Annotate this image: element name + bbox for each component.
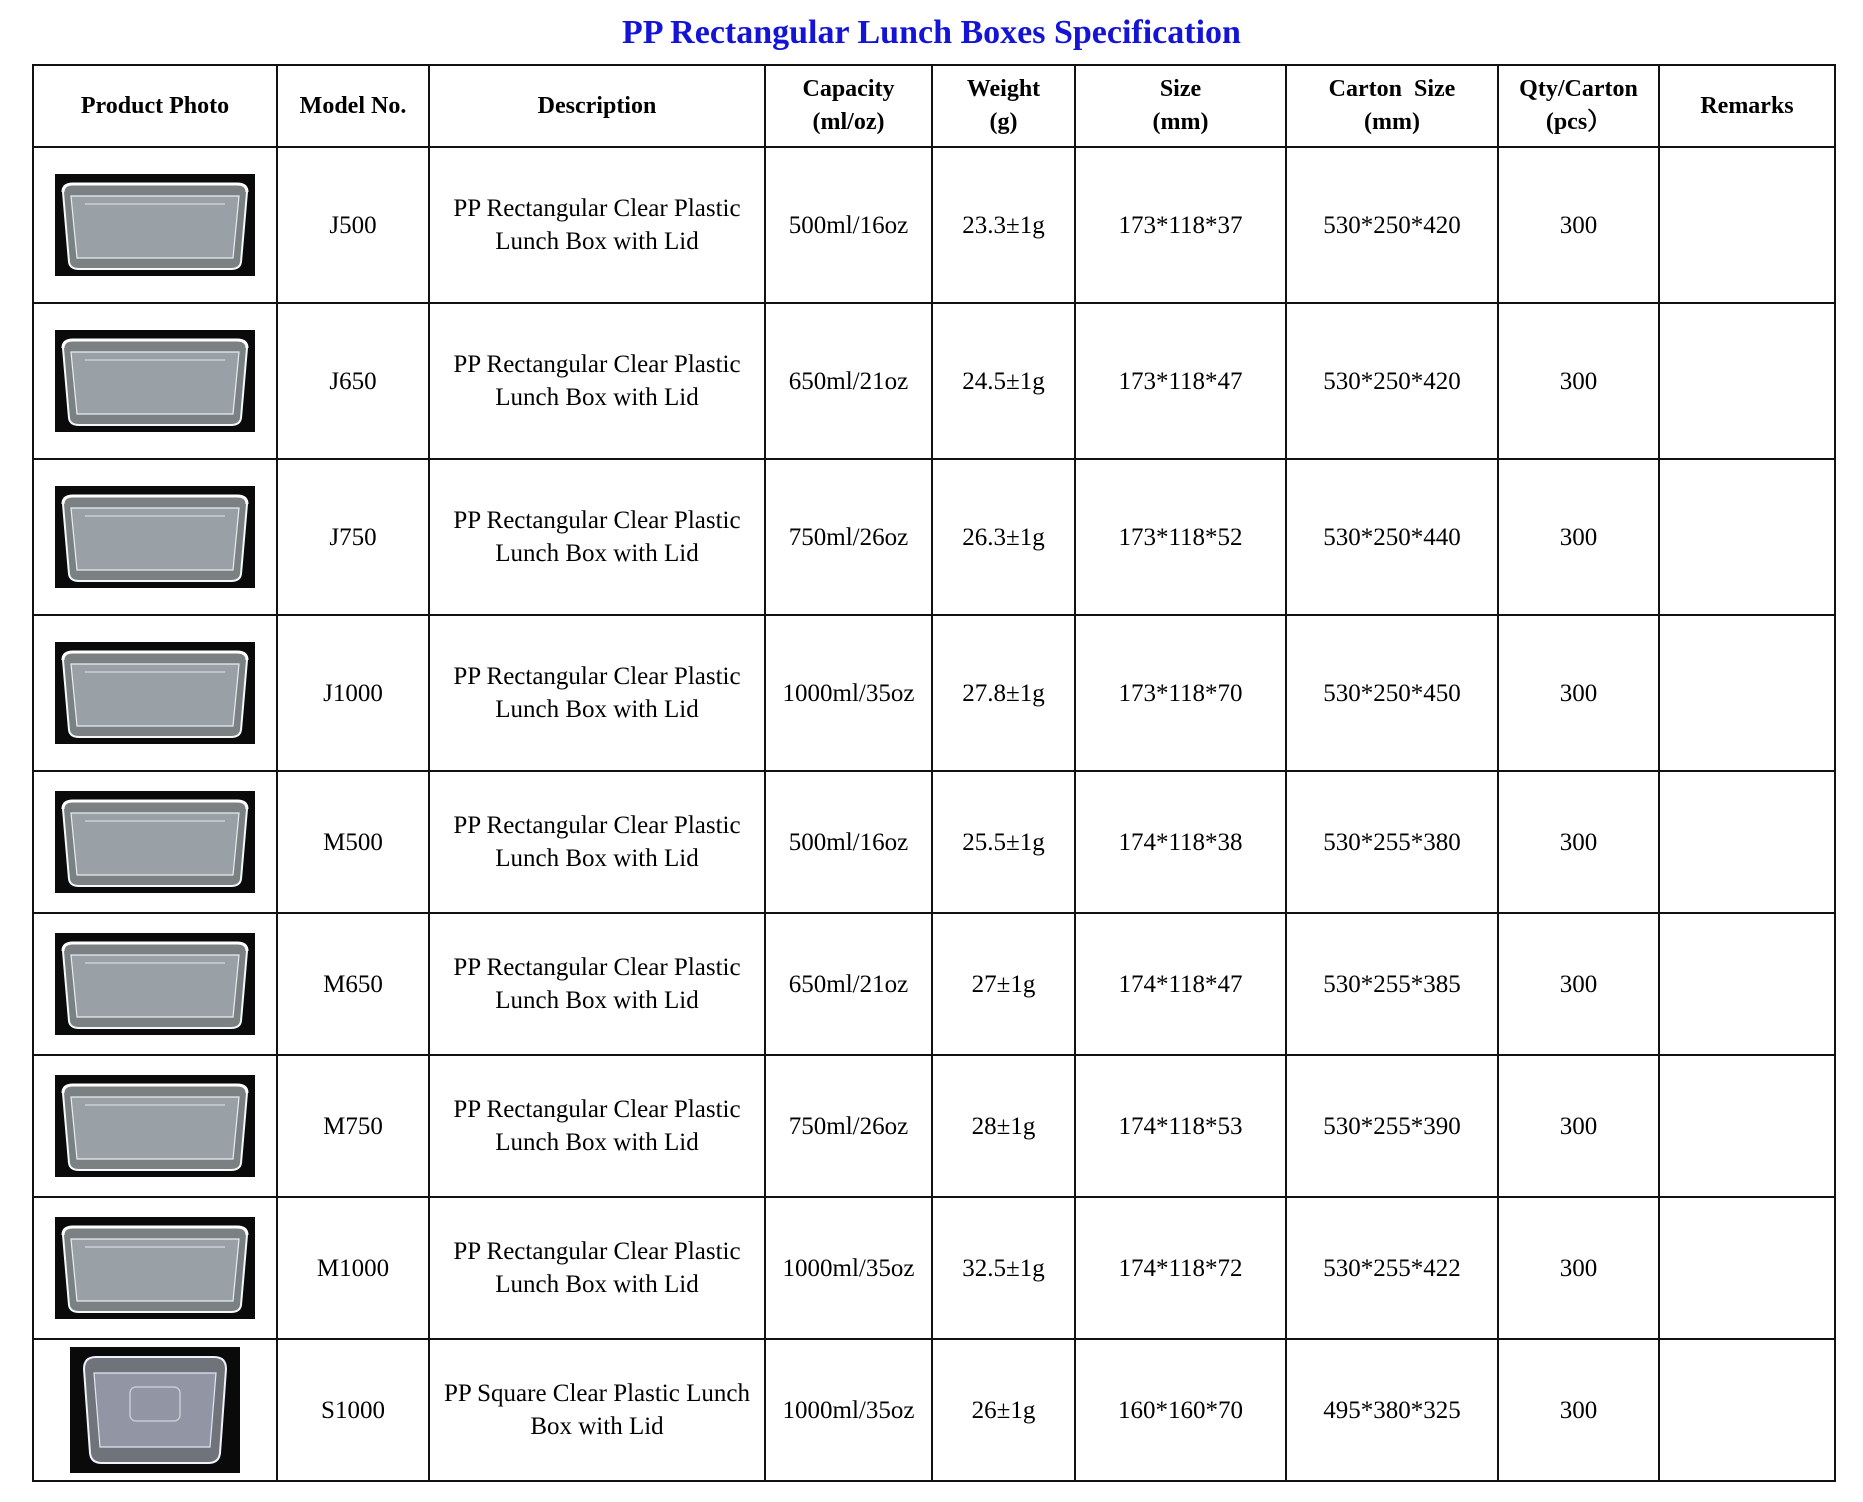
model-cell: M750 <box>277 1055 429 1197</box>
qty-cell: 300 <box>1498 771 1659 913</box>
qty-cell: 300 <box>1498 459 1659 615</box>
carton-size-cell: 530*255*385 <box>1286 913 1498 1055</box>
product-photo <box>55 933 255 1035</box>
size-cell: 174*118*72 <box>1075 1197 1286 1339</box>
size-cell: 173*118*70 <box>1075 615 1286 771</box>
carton-size-cell: 530*255*390 <box>1286 1055 1498 1197</box>
remarks-cell <box>1659 615 1835 771</box>
size-cell: 174*118*53 <box>1075 1055 1286 1197</box>
carton-size-cell: 530*255*422 <box>1286 1197 1498 1339</box>
header-carton-line1: Carton Size <box>1328 76 1456 102</box>
size-cell: 160*160*70 <box>1075 1339 1286 1481</box>
size-cell: 173*118*37 <box>1075 147 1286 303</box>
qty-cell: 300 <box>1498 1055 1659 1197</box>
header-capacity <box>765 65 932 147</box>
header-remarks: Remarks <box>1659 65 1835 147</box>
remarks-cell <box>1659 771 1835 913</box>
capacity-cell: 1000ml/35oz <box>765 1197 932 1339</box>
table-row <box>33 459 1835 615</box>
header-size <box>1075 65 1286 147</box>
carton-size-cell: 530*250*420 <box>1286 303 1498 459</box>
photo-cell <box>33 147 277 303</box>
header-carton-line2: (mm) <box>1364 109 1420 135</box>
carton-size-cell: 530*250*440 <box>1286 459 1498 615</box>
description-line2: Lunch Box with Lid <box>495 540 699 567</box>
remarks-cell <box>1659 1339 1835 1481</box>
specification-table <box>32 64 1836 1482</box>
header-size-line1: Size <box>1159 76 1202 102</box>
description-line2: Lunch Box with Lid <box>495 228 699 255</box>
description-line1: PP Rectangular Clear Plastic <box>453 954 741 981</box>
carton-size-cell: 495*380*325 <box>1286 1339 1498 1481</box>
capacity-cell: 650ml/21oz <box>765 303 932 459</box>
product-photo <box>55 174 255 276</box>
photo-cell <box>33 1055 277 1197</box>
capacity-cell: 650ml/21oz <box>765 913 932 1055</box>
weight-cell: 26.3±1g <box>932 459 1075 615</box>
description-line2: Lunch Box with Lid <box>495 845 699 872</box>
product-photo <box>55 791 255 893</box>
description-cell <box>429 1197 765 1339</box>
qty-cell: 300 <box>1498 615 1659 771</box>
lunch-box-image <box>55 791 255 893</box>
description-cell <box>429 615 765 771</box>
description-line1: PP Rectangular Clear Plastic <box>453 812 741 839</box>
size-cell: 174*118*47 <box>1075 913 1286 1055</box>
header-qty-line2: (pcs） <box>1545 109 1612 135</box>
lunch-box-image <box>55 1075 255 1177</box>
photo-cell <box>33 459 277 615</box>
description-cell <box>429 1055 765 1197</box>
remarks-cell <box>1659 913 1835 1055</box>
photo-cell <box>33 1197 277 1339</box>
description-line1: PP Rectangular Clear Plastic <box>453 507 741 534</box>
header-carton-size <box>1286 65 1498 147</box>
capacity-cell: 750ml/26oz <box>765 1055 932 1197</box>
weight-cell: 32.5±1g <box>932 1197 1075 1339</box>
lunch-box-image <box>70 1347 240 1473</box>
qty-cell: 300 <box>1498 147 1659 303</box>
description-line2: Lunch Box with Lid <box>495 696 699 723</box>
table-row <box>33 1339 1835 1481</box>
model-cell: S1000 <box>277 1339 429 1481</box>
description-cell <box>429 913 765 1055</box>
photo-cell <box>33 771 277 913</box>
photo-cell <box>33 1339 277 1481</box>
product-photo <box>55 486 255 588</box>
table-row <box>33 771 1835 913</box>
description-cell <box>429 459 765 615</box>
model-cell: M1000 <box>277 1197 429 1339</box>
lunch-box-image <box>55 330 255 432</box>
weight-cell: 24.5±1g <box>932 303 1075 459</box>
carton-size-cell: 530*250*450 <box>1286 615 1498 771</box>
qty-cell: 300 <box>1498 913 1659 1055</box>
page-title: PP Rectangular Lunch Boxes Specification <box>622 14 1241 51</box>
model-cell: J1000 <box>277 615 429 771</box>
header-size-line2: (mm) <box>1152 109 1209 135</box>
capacity-cell: 500ml/16oz <box>765 771 932 913</box>
table-row <box>33 1055 1835 1197</box>
capacity-cell: 1000ml/35oz <box>765 1339 932 1481</box>
product-photo <box>55 330 255 432</box>
model-cell: J650 <box>277 303 429 459</box>
product-photo <box>55 642 255 744</box>
weight-cell: 28±1g <box>932 1055 1075 1197</box>
table-row <box>33 1197 1835 1339</box>
remarks-cell <box>1659 1055 1835 1197</box>
description-line1: PP Rectangular Clear Plastic <box>453 1238 741 1265</box>
lunch-box-image <box>55 933 255 1035</box>
model-cell: J750 <box>277 459 429 615</box>
description-cell <box>429 771 765 913</box>
description-line2: Lunch Box with Lid <box>495 1129 699 1156</box>
photo-cell <box>33 303 277 459</box>
header-weight-line1: Weight <box>966 76 1041 102</box>
carton-size-cell: 530*250*420 <box>1286 147 1498 303</box>
remarks-cell <box>1659 459 1835 615</box>
table-row <box>33 303 1835 459</box>
header-weight-line2: (g) <box>989 109 1018 135</box>
model-cell: M500 <box>277 771 429 913</box>
weight-cell: 26±1g <box>932 1339 1075 1481</box>
table-row <box>33 913 1835 1055</box>
description-line1: PP Rectangular Clear Plastic <box>453 663 741 690</box>
header-model: Model No. <box>277 65 429 147</box>
lunch-box-image <box>55 1217 255 1319</box>
header-description: Description <box>429 65 765 147</box>
description-line1: PP Rectangular Clear Plastic <box>453 195 741 222</box>
weight-cell: 27±1g <box>932 913 1075 1055</box>
description-line1: PP Rectangular Clear Plastic <box>453 351 741 378</box>
description-line1: PP Rectangular Clear Plastic <box>453 1096 741 1123</box>
model-cell: J500 <box>277 147 429 303</box>
lunch-box-image <box>55 174 255 276</box>
model-cell: M650 <box>277 913 429 1055</box>
description-cell <box>429 147 765 303</box>
size-cell: 174*118*38 <box>1075 771 1286 913</box>
table-row <box>33 147 1835 303</box>
capacity-cell: 500ml/16oz <box>765 147 932 303</box>
capacity-cell: 1000ml/35oz <box>765 615 932 771</box>
description-cell <box>429 1339 765 1481</box>
weight-cell: 25.5±1g <box>932 771 1075 913</box>
header-capacity-line2: (ml/oz) <box>812 109 885 135</box>
qty-cell: 300 <box>1498 303 1659 459</box>
carton-size-cell: 530*255*380 <box>1286 771 1498 913</box>
capacity-cell: 750ml/26oz <box>765 459 932 615</box>
product-photo <box>55 1075 255 1177</box>
qty-cell: 300 <box>1498 1339 1659 1481</box>
header-row <box>33 65 1835 147</box>
header-qty-line1: Qty/Carton <box>1519 76 1638 102</box>
photo-cell <box>33 913 277 1055</box>
description-cell <box>429 303 765 459</box>
size-cell: 173*118*47 <box>1075 303 1286 459</box>
description-line2: Lunch Box with Lid <box>495 1271 699 1298</box>
weight-cell: 27.8±1g <box>932 615 1075 771</box>
header-weight <box>932 65 1075 147</box>
table-row <box>33 615 1835 771</box>
header-photo: Product Photo <box>33 65 277 147</box>
lunch-box-image <box>55 486 255 588</box>
description-line2: Box with Lid <box>530 1413 664 1440</box>
product-photo <box>70 1347 240 1473</box>
product-photo <box>55 1217 255 1319</box>
remarks-cell <box>1659 303 1835 459</box>
qty-cell: 300 <box>1498 1197 1659 1339</box>
description-line2: Lunch Box with Lid <box>495 987 699 1014</box>
description-line1: PP Square Clear Plastic Lunch <box>444 1380 750 1407</box>
weight-cell: 23.3±1g <box>932 147 1075 303</box>
photo-cell <box>33 615 277 771</box>
description-line2: Lunch Box with Lid <box>495 384 699 411</box>
header-capacity-line1: Capacity <box>802 76 895 102</box>
header-qty <box>1498 65 1659 147</box>
lunch-box-image <box>55 642 255 744</box>
remarks-cell <box>1659 147 1835 303</box>
size-cell: 173*118*52 <box>1075 459 1286 615</box>
remarks-cell <box>1659 1197 1835 1339</box>
